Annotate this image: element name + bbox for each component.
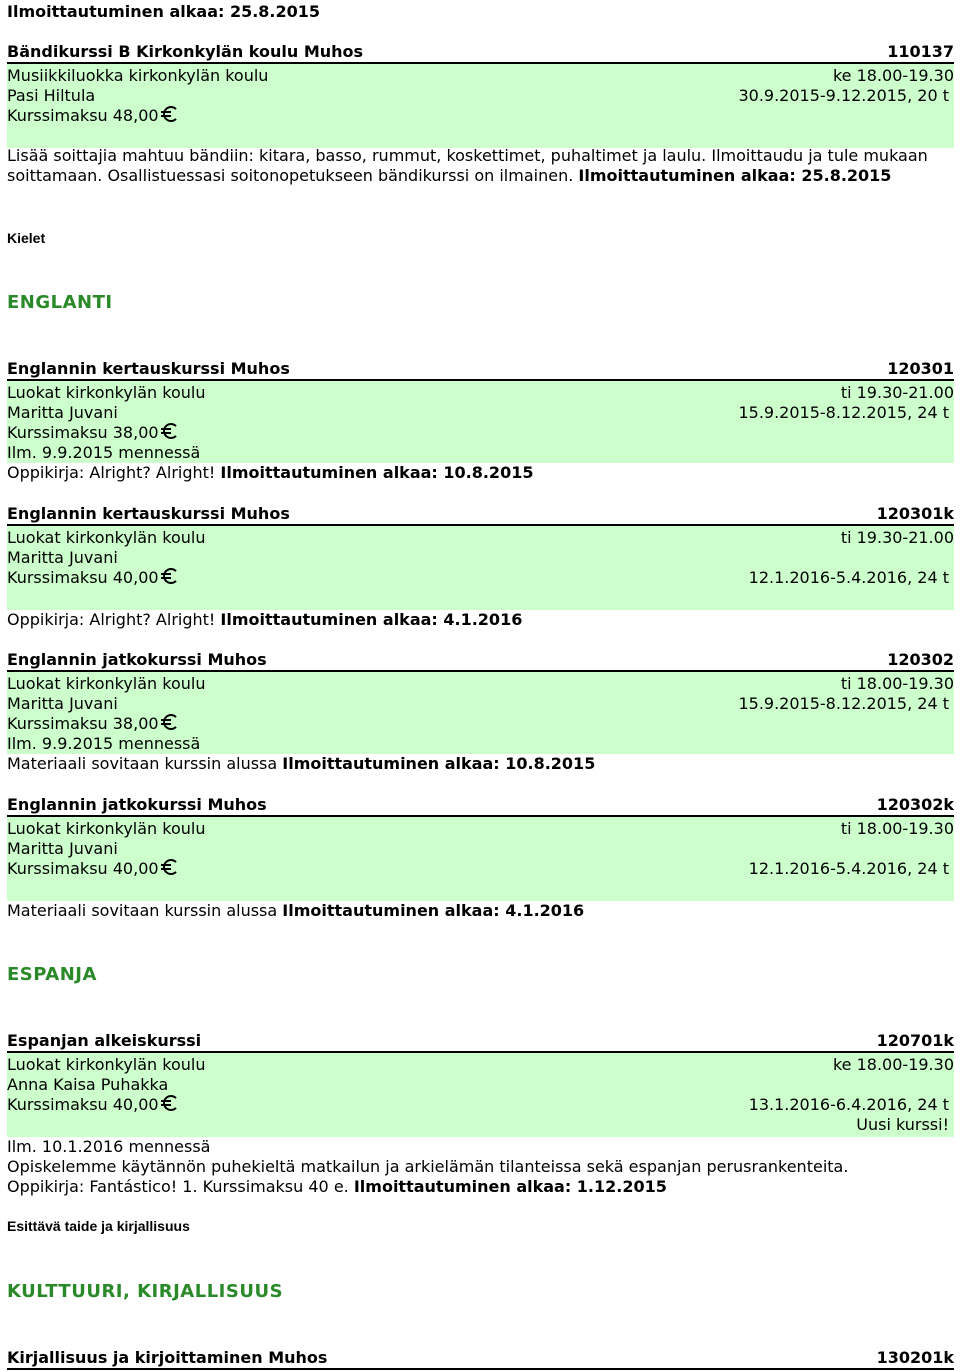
course-details <box>7 672 954 754</box>
course-english-3 <box>7 650 954 774</box>
course-literature-1 <box>7 1348 954 1370</box>
course-dates: 12.1.2016-5.4.2016, 24 t <box>748 859 949 878</box>
course-header <box>7 650 954 672</box>
course-dates: 13.1.2016-6.4.2016, 24 t <box>748 1095 949 1114</box>
course-title: Englannin jatkokurssi Muhos <box>7 795 267 814</box>
course-fee: Kurssimaksu 38,00 <box>7 714 159 733</box>
course-dates: 15.9.2015-8.12.2015, 24 t <box>738 694 949 713</box>
signup-start: Ilmoittautuminen alkaa: 1.12.2015 <box>353 1177 667 1196</box>
course-teacher: Maritta Juvani <box>7 839 118 858</box>
course-english-1 <box>7 359 954 483</box>
course-time: ke 18.00-19.30 <box>832 66 954 85</box>
course-code: 110137 <box>887 42 954 61</box>
course-english-4 <box>7 795 954 921</box>
note-text: Oppikirja: Alright? Alright! <box>7 463 216 482</box>
course-details <box>7 1053 954 1137</box>
course-deadline: Ilm. 9.9.2015 mennessä <box>7 734 201 753</box>
course-time: ti 18.00-19.30 <box>840 674 954 693</box>
signup-start: Ilmoittautuminen alkaa: 10.8.2015 <box>220 463 534 482</box>
course-code: 130201k <box>876 1348 954 1367</box>
euro-icon <box>163 859 179 875</box>
note-text: Materiaali sovitaan kurssin alussa <box>7 901 278 920</box>
description-text: Lisää soittajia mahtuu bändiin: kitara, basso, rummut, koskettimet, puhaltimet ja laulu. <box>7 146 707 165</box>
course-fee: Kurssimaksu 40,00 <box>7 859 159 878</box>
course-note <box>7 754 954 774</box>
course-time: ti 19.30-21.00 <box>840 383 954 402</box>
course-fee: Kurssimaksu 40,00 <box>7 568 159 587</box>
course-header <box>7 42 954 64</box>
course-place: Luokat kirkonkylän koulu <box>7 674 206 693</box>
course-code: 120302 <box>887 650 954 669</box>
course-note <box>7 463 954 483</box>
course-details <box>7 526 954 610</box>
course-place: Luokat kirkonkylän koulu <box>7 528 206 547</box>
course-teacher: Maritta Juvani <box>7 694 118 713</box>
course-fee: Kurssimaksu 48,00 <box>7 106 159 125</box>
signup-start: Ilmoittautuminen alkaa: 10.8.2015 <box>282 754 596 773</box>
course-place: Luokat kirkonkylän koulu <box>7 1055 206 1074</box>
course-place: Luokat kirkonkylän koulu <box>7 383 206 402</box>
description-text: Ilmoittaudu ja tule mukaan soittamaan. <box>7 146 928 185</box>
course-dates: 15.9.2015-8.12.2015, 24 t <box>738 403 949 422</box>
euro-icon <box>163 568 179 584</box>
course-header <box>7 1348 954 1370</box>
course-note <box>7 901 954 921</box>
course-title: Englannin kertauskurssi Muhos <box>7 359 290 378</box>
course-dates: 12.1.2016-5.4.2016, 24 t <box>748 568 949 587</box>
course-header <box>7 359 954 381</box>
category-heading: Esittävä taide ja kirjallisuus <box>7 1218 190 1234</box>
course-teacher: Pasi Hiltula <box>7 86 96 105</box>
category-heading: Kielet <box>7 230 46 246</box>
course-time: ke 18.00-19.30 <box>832 1055 954 1074</box>
signup-start-header: Ilmoittautuminen alkaa: 25.8.2015 <box>7 2 321 21</box>
course-details <box>7 381 954 463</box>
course-fee: Kurssimaksu 38,00 <box>7 423 159 442</box>
note-text: Oppikirja: Alright? Alright! <box>7 610 216 629</box>
section-heading-spanish: ESPANJA <box>7 964 97 985</box>
course-band <box>7 42 954 148</box>
course-teacher: Anna Kaisa Puhakka <box>7 1075 169 1094</box>
course-code: 120302k <box>876 795 954 814</box>
course-title: Englannin kertauskurssi Muhos <box>7 504 290 523</box>
course-details <box>7 64 954 148</box>
euro-icon <box>163 106 179 122</box>
course-teacher: Maritta Juvani <box>7 403 118 422</box>
course-code: 120301k <box>876 504 954 523</box>
course-title: Englannin jatkokurssi Muhos <box>7 650 267 669</box>
note-text: Oppikirja: Fantástico! 1. Kurssimaksu 40 e. <box>7 1177 349 1196</box>
course-spanish-1 <box>7 1031 954 1197</box>
course-place: Luokat kirkonkylän koulu <box>7 819 206 838</box>
note-text: Materiaali sovitaan kurssin alussa <box>7 754 278 773</box>
section-heading-culture: KULTTUURI, KIRJALLISUUS <box>7 1281 284 1302</box>
course-note <box>7 1177 954 1197</box>
euro-icon <box>163 1095 179 1111</box>
course-code: 120301 <box>887 359 954 378</box>
course-time: ti 19.30-21.00 <box>840 528 954 547</box>
course-note <box>7 610 954 630</box>
course-fee: Kurssimaksu 40,00 <box>7 1095 159 1114</box>
course-title: Espanjan alkeiskurssi <box>7 1031 202 1050</box>
course-details <box>7 817 954 901</box>
section-heading-english: ENGLANTI <box>7 292 113 313</box>
course-description: Opiskelemme käytännön puhekieltä matkailun ja arkielämän tilanteissa sekä espanjan perusrankenteita. <box>7 1157 849 1176</box>
signup-start: Ilmoittautuminen alkaa: 25.8.2015 <box>578 166 892 185</box>
euro-icon <box>163 423 179 439</box>
course-description <box>7 146 947 186</box>
course-teacher: Maritta Juvani <box>7 548 118 567</box>
course-deadline: Ilm. 9.9.2015 mennessä <box>7 443 201 462</box>
course-english-2 <box>7 504 954 630</box>
course-title: Bändikurssi B Kirkonkylän koulu Muhos <box>7 42 364 61</box>
course-place: Musiikkiluokka kirkonkylän koulu <box>7 66 269 85</box>
description-text: Osallistuessasi soitonopetukseen bändikurssi on ilmainen. <box>107 166 574 185</box>
course-header <box>7 795 954 817</box>
signup-start: Ilmoittautuminen alkaa: 4.1.2016 <box>282 901 585 920</box>
euro-icon <box>163 714 179 730</box>
course-code: 120701k <box>876 1031 954 1050</box>
course-dates: 30.9.2015-9.12.2015, 20 t <box>738 86 949 105</box>
course-header <box>7 504 954 526</box>
signup-start: Ilmoittautuminen alkaa: 4.1.2016 <box>220 610 523 629</box>
course-time: ti 18.00-19.30 <box>840 819 954 838</box>
course-deadline: Ilm. 10.1.2016 mennessä <box>7 1137 211 1156</box>
course-header <box>7 1031 954 1053</box>
course-title: Kirjallisuus ja kirjoittaminen Muhos <box>7 1348 328 1367</box>
new-course-badge: Uusi kurssi! <box>856 1115 949 1134</box>
